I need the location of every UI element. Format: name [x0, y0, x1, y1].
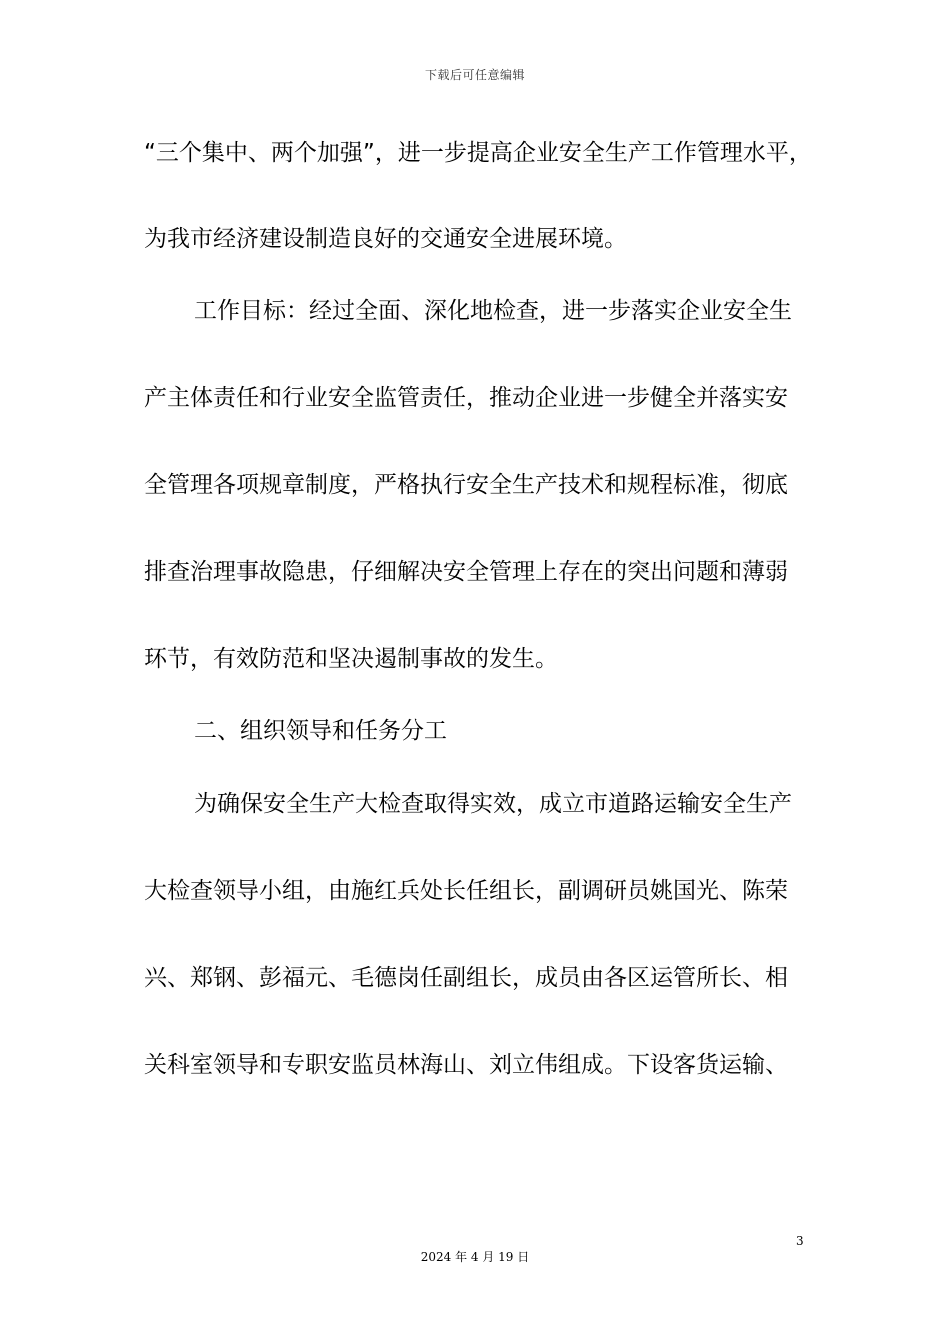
paragraph-line: 环节，有效防范和坚决遏制事故的发生。 — [144, 646, 558, 672]
paragraph-line: 兴、郑钢、彭福元、毛德岗任副组长，成员由各区运管所长、相 — [144, 965, 788, 991]
paragraph-line: 全管理各项规章制度，严格执行安全生产技术和规程标准，彻底 — [144, 472, 788, 498]
section-heading: 二、组织领导和任务分工 — [194, 718, 447, 744]
paragraph-line: 排查治理事故隐患，仔细解决安全管理上存在的突出问题和薄弱 — [144, 559, 788, 585]
footer-date: 2024 年 4 月 19 日 — [420, 1250, 530, 1264]
paragraph-line: 工作目标：经过全面、深化地检查，进一步落实企业安全生 — [194, 298, 792, 324]
header-note: 下载后可任意编辑 — [424, 68, 525, 82]
paragraph-line: 关科室领导和专职安监员林海山、刘立伟组成。下设客货运输、 — [144, 1052, 788, 1078]
paragraph-line: 为我市经济建设制造良好的交通安全进展环境。 — [144, 226, 627, 252]
paragraph-line: 产主体责任和行业安全监管责任，推动企业进一步健全并落实安 — [144, 385, 788, 411]
paragraph-line: 大检查领导小组，由施红兵处长任组长，副调研员姚国光、陈荣 — [144, 878, 788, 904]
paragraph-line: 为确保安全生产大检查取得实效，成立市道路运输安全生产 — [194, 791, 792, 817]
page-number: 3 — [796, 1234, 804, 1248]
paragraph-line: “三个集中、两个加强”，进一步提高企业安全生产工作管理水平， — [144, 140, 812, 166]
